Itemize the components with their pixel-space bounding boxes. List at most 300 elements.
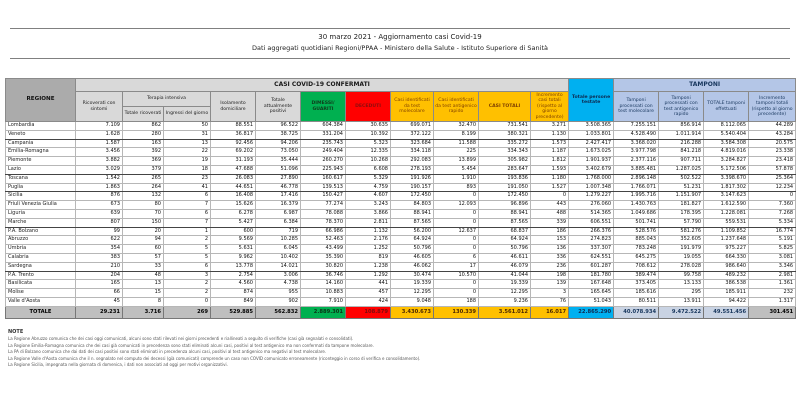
value-cell: 6 bbox=[164, 192, 211, 201]
value-cell: 3.398.670 bbox=[704, 174, 749, 183]
value-cell: 283.647 bbox=[479, 166, 531, 175]
value-cell: 2.176 bbox=[346, 236, 391, 245]
value-cell: 6 bbox=[164, 210, 211, 219]
value-cell: 96.896 bbox=[479, 201, 531, 210]
note-line: La Regione Abruzzo comunica che dei casi oggi comunicati, alcuni sono stati rilevati nei giorni precedenti e riallineati a seguito di verifiche (casi già segnalati e consolidati). bbox=[8, 335, 354, 341]
value-cell: 16.774 bbox=[749, 227, 796, 236]
value-cell: 36.817 bbox=[211, 130, 256, 139]
value-cell: 88.941 bbox=[479, 210, 531, 219]
value-cell: 1.910 bbox=[434, 174, 479, 183]
value-cell: 10.570 bbox=[434, 271, 479, 280]
note-line: La PA di Bolzano comunica che dai dati dei casi positivi sono stati eliminati in precedenza alcuni casi, positivi al test antigenico ma negativi al test molecolare. bbox=[8, 349, 327, 355]
value-cell: 1.587 bbox=[76, 139, 123, 148]
table-footer bbox=[6, 306, 796, 318]
value-cell: 210 bbox=[76, 262, 123, 271]
region-name: Molise bbox=[6, 289, 76, 298]
value-cell: 3.368.020 bbox=[614, 139, 659, 148]
value-cell: 514.365 bbox=[569, 210, 614, 219]
value-cell: 383 bbox=[76, 253, 123, 262]
value-cell: 36.746 bbox=[301, 271, 346, 280]
value-cell: 57 bbox=[123, 253, 164, 262]
value-cell: 80.511 bbox=[614, 297, 659, 306]
value-cell: 2.811 bbox=[346, 218, 391, 227]
value-cell: 84.803 bbox=[391, 201, 434, 210]
value-cell: 1.812 bbox=[531, 157, 569, 166]
table-row bbox=[6, 236, 796, 245]
value-cell: 5.454 bbox=[434, 166, 479, 175]
value-cell: 160.617 bbox=[301, 174, 346, 183]
value-cell: 17.416 bbox=[256, 192, 301, 201]
value-cell: 1.542 bbox=[76, 174, 123, 183]
value-cell: 2.754 bbox=[211, 271, 256, 280]
value-cell: 56.200 bbox=[391, 227, 434, 236]
region-name: Liguria bbox=[6, 210, 76, 219]
value-cell: 46.611 bbox=[479, 253, 531, 262]
value-cell: 372.122 bbox=[391, 130, 434, 139]
value-cell: 1.817.302 bbox=[704, 183, 749, 192]
value-cell: 386.538 bbox=[704, 280, 749, 289]
col-header-terapia-intensiva: Terapia intensiva bbox=[123, 92, 211, 107]
value-cell: 198 bbox=[531, 271, 569, 280]
value-cell: 78.370 bbox=[301, 218, 346, 227]
value-cell: 8.112.065 bbox=[704, 122, 749, 131]
value-cell: 87.565 bbox=[391, 218, 434, 227]
table-row bbox=[6, 148, 796, 157]
totale-label: TOTALE bbox=[6, 306, 76, 318]
value-cell: 5.323 bbox=[346, 139, 391, 148]
value-cell: 167.648 bbox=[569, 280, 614, 289]
value-cell: 3.029 bbox=[76, 166, 123, 175]
col-header-ti-totale: Totale ricoverati bbox=[123, 107, 164, 122]
value-cell: 46.605 bbox=[391, 253, 434, 262]
value-cell: 488 bbox=[531, 210, 569, 219]
value-cell: 94 bbox=[123, 236, 164, 245]
value-cell: 986.640 bbox=[704, 262, 749, 271]
value-cell: 581.276 bbox=[659, 227, 704, 236]
value-cell: 18 bbox=[164, 166, 211, 175]
value-cell: 96.522 bbox=[256, 122, 301, 131]
value-cell: 528.576 bbox=[614, 227, 659, 236]
value-cell: 673 bbox=[76, 201, 123, 210]
value-cell: 274.823 bbox=[569, 236, 614, 245]
region-name: Emilia-Romagna bbox=[6, 148, 76, 157]
value-cell: 41.044 bbox=[479, 271, 531, 280]
table-row bbox=[6, 122, 796, 131]
value-cell: 3 bbox=[164, 271, 211, 280]
value-cell: 139.513 bbox=[301, 183, 346, 192]
region-name: Piemonte bbox=[6, 157, 76, 166]
value-cell: 0 bbox=[749, 192, 796, 201]
col-header-positivi: Totale attualmente positivi bbox=[256, 92, 301, 122]
value-cell: 501.741 bbox=[614, 218, 659, 227]
value-cell: 66 bbox=[76, 289, 123, 298]
value-cell: 178.395 bbox=[659, 210, 704, 219]
value-cell: 3.284.827 bbox=[704, 157, 749, 166]
value-cell: 9.569 bbox=[211, 236, 256, 245]
value-cell: 6 bbox=[164, 262, 211, 271]
table-row bbox=[6, 139, 796, 148]
value-cell: 4.607 bbox=[346, 192, 391, 201]
value-cell: 66.986 bbox=[301, 227, 346, 236]
value-cell: 64.924 bbox=[391, 236, 434, 245]
value-cell: 10.402 bbox=[256, 253, 301, 262]
value-cell: 44.651 bbox=[211, 183, 256, 192]
value-cell: 94.422 bbox=[704, 297, 749, 306]
value-cell: 1.673.025 bbox=[569, 148, 614, 157]
col-header-casi-antigenico: Casi identificati da test antigenico rapido bbox=[434, 92, 479, 122]
value-cell: 33 bbox=[123, 262, 164, 271]
value-cell: 50 bbox=[164, 122, 211, 131]
value-cell: 5.427 bbox=[211, 218, 256, 227]
value-cell: 64.924 bbox=[479, 236, 531, 245]
value-cell: 3.147.623 bbox=[704, 192, 749, 201]
value-cell: 1.287.025 bbox=[659, 166, 704, 175]
totale-value-cell: 2.889.301 bbox=[301, 306, 346, 318]
value-cell: 334.343 bbox=[479, 148, 531, 157]
value-cell: 1.612.590 bbox=[704, 201, 749, 210]
value-cell: 6.987 bbox=[256, 210, 301, 219]
value-cell: 3.508.365 bbox=[569, 122, 614, 131]
value-cell: 50.796 bbox=[391, 245, 434, 254]
table-row bbox=[6, 271, 796, 280]
value-cell: 6.608 bbox=[346, 166, 391, 175]
value-cell: 624.551 bbox=[569, 253, 614, 262]
value-cell: 92.456 bbox=[211, 139, 256, 148]
region-name: Toscana bbox=[6, 174, 76, 183]
value-cell: 0 bbox=[434, 192, 479, 201]
value-cell: 19.339 bbox=[479, 280, 531, 289]
value-cell: 379 bbox=[123, 166, 164, 175]
value-cell: 30.474 bbox=[391, 271, 434, 280]
value-cell: 907.711 bbox=[659, 157, 704, 166]
col-header-casi-totali: CASI TOTALI bbox=[479, 92, 531, 122]
value-cell: 8.199 bbox=[434, 130, 479, 139]
value-cell: 639 bbox=[76, 210, 123, 219]
col-header-tamponi-molecolare: Tamponi processati con test molecolare bbox=[614, 92, 659, 122]
value-cell: 188 bbox=[434, 297, 479, 306]
value-cell: 38.725 bbox=[256, 130, 301, 139]
value-cell: 193.836 bbox=[479, 174, 531, 183]
value-cell: 2.377.116 bbox=[614, 157, 659, 166]
value-cell: 12.335 bbox=[346, 148, 391, 157]
covid-data-table bbox=[5, 78, 796, 319]
value-cell: 232 bbox=[749, 289, 796, 298]
group-header-tamponi: TAMPONI bbox=[614, 79, 796, 92]
value-cell: 876 bbox=[76, 192, 123, 201]
value-cell: 955 bbox=[256, 289, 301, 298]
value-cell: 35.444 bbox=[256, 157, 301, 166]
value-cell: 1.593 bbox=[531, 166, 569, 175]
value-cell: 0 bbox=[434, 236, 479, 245]
value-cell: 7.360 bbox=[749, 201, 796, 210]
value-cell: 2.427.417 bbox=[569, 139, 614, 148]
region-name: Sardegna bbox=[6, 262, 76, 271]
value-cell: 1.430.763 bbox=[614, 201, 659, 210]
value-cell: 0 bbox=[434, 218, 479, 227]
value-cell: 235.743 bbox=[301, 139, 346, 148]
value-cell: 13.899 bbox=[434, 157, 479, 166]
value-cell: 44.289 bbox=[749, 122, 796, 131]
value-cell: 191.050 bbox=[479, 183, 531, 192]
value-cell: 10.268 bbox=[346, 157, 391, 166]
value-cell: 236 bbox=[531, 262, 569, 271]
value-cell: 7.109 bbox=[76, 122, 123, 131]
region-name: Calabria bbox=[6, 253, 76, 262]
value-cell: 88.551 bbox=[211, 122, 256, 131]
value-cell: 276.060 bbox=[569, 201, 614, 210]
col-header-tamponi-antigenico: Tamponi processati con test antigenico rapido bbox=[659, 92, 704, 122]
notes-lines bbox=[8, 336, 794, 368]
value-cell: 305.982 bbox=[479, 157, 531, 166]
value-cell: 0 bbox=[531, 192, 569, 201]
value-cell: 5 bbox=[164, 253, 211, 262]
value-cell: 1.011.914 bbox=[659, 130, 704, 139]
value-cell: 17 bbox=[434, 262, 479, 271]
value-cell: 99.758 bbox=[659, 271, 704, 280]
table-body bbox=[6, 122, 796, 307]
value-cell: 337.307 bbox=[569, 245, 614, 254]
value-cell: 51.096 bbox=[256, 166, 301, 175]
table-row bbox=[6, 227, 796, 236]
region-name: Puglia bbox=[6, 183, 76, 192]
value-cell: 15 bbox=[123, 289, 164, 298]
value-cell: 601.287 bbox=[569, 262, 614, 271]
value-cell: 7.268 bbox=[749, 210, 796, 219]
value-cell: 6 bbox=[434, 253, 479, 262]
value-cell: 52.463 bbox=[301, 236, 346, 245]
value-cell: 559.531 bbox=[704, 218, 749, 227]
value-cell: 172.450 bbox=[391, 192, 434, 201]
value-cell: 849 bbox=[211, 297, 256, 306]
value-cell: 292.083 bbox=[391, 157, 434, 166]
value-cell: 216.288 bbox=[659, 139, 704, 148]
value-cell: 3.346 bbox=[749, 262, 796, 271]
value-cell: 46.778 bbox=[256, 183, 301, 192]
value-cell: 4.759 bbox=[346, 183, 391, 192]
value-cell: 225 bbox=[434, 148, 479, 157]
value-cell: 78.088 bbox=[301, 210, 346, 219]
value-cell: 16.379 bbox=[256, 201, 301, 210]
value-cell: 389.474 bbox=[614, 271, 659, 280]
value-cell: 12.295 bbox=[479, 289, 531, 298]
value-cell: 380.321 bbox=[479, 130, 531, 139]
title-box bbox=[10, 28, 790, 59]
value-cell: 3.271 bbox=[531, 122, 569, 131]
col-header-isolamento: Isolamento domiciliare bbox=[211, 92, 256, 122]
value-cell: 1.228.081 bbox=[704, 210, 749, 219]
value-cell: 23 bbox=[164, 174, 211, 183]
value-cell: 7 bbox=[164, 218, 211, 227]
value-cell: 2 bbox=[164, 236, 211, 245]
value-cell: 15.626 bbox=[211, 201, 256, 210]
value-cell: 191.979 bbox=[659, 245, 704, 254]
col-header-ti-ingressi: Ingressi del giorno bbox=[164, 107, 211, 122]
region-name: Basilicata bbox=[6, 280, 76, 289]
table-row bbox=[6, 262, 796, 271]
value-cell: 4.528.490 bbox=[614, 130, 659, 139]
value-cell: 6.384 bbox=[256, 218, 301, 227]
value-cell: 5.540.404 bbox=[704, 130, 749, 139]
table-row bbox=[6, 218, 796, 227]
col-header-persone-testate: Totale persone testate bbox=[569, 79, 614, 122]
value-cell: 12.295 bbox=[391, 289, 434, 298]
value-cell: 153 bbox=[531, 236, 569, 245]
value-cell: 3.456 bbox=[76, 148, 123, 157]
value-cell: 278.193 bbox=[391, 166, 434, 175]
value-cell: 43.284 bbox=[749, 130, 796, 139]
value-cell: 99 bbox=[76, 227, 123, 236]
value-cell: 87.565 bbox=[479, 218, 531, 227]
value-cell: 163 bbox=[123, 139, 164, 148]
table-row bbox=[6, 166, 796, 175]
value-cell: 373.405 bbox=[614, 280, 659, 289]
value-cell: 335.272 bbox=[479, 139, 531, 148]
value-cell: 1.109.852 bbox=[704, 227, 749, 236]
value-cell: 14.160 bbox=[301, 280, 346, 289]
value-cell: 1.007.348 bbox=[569, 183, 614, 192]
totale-row bbox=[6, 306, 796, 318]
value-cell: 23.418 bbox=[749, 157, 796, 166]
value-cell: 35.390 bbox=[301, 253, 346, 262]
value-cell: 2.981 bbox=[749, 271, 796, 280]
value-cell: 893 bbox=[434, 183, 479, 192]
value-cell: 4.560 bbox=[211, 280, 256, 289]
value-cell: 502.522 bbox=[659, 174, 704, 183]
value-cell: 856.914 bbox=[659, 122, 704, 131]
value-cell: 265 bbox=[123, 174, 164, 183]
value-cell: 181.827 bbox=[659, 201, 704, 210]
value-cell: 13 bbox=[164, 139, 211, 148]
value-cell: 225.943 bbox=[301, 166, 346, 175]
value-cell: 32.470 bbox=[434, 122, 479, 131]
value-cell: 1.292 bbox=[346, 271, 391, 280]
value-cell: 295 bbox=[659, 289, 704, 298]
region-name: Friuli Venezia Giulia bbox=[6, 201, 76, 210]
value-cell: 1.180 bbox=[531, 174, 569, 183]
table-row bbox=[6, 130, 796, 139]
value-cell: 186 bbox=[531, 227, 569, 236]
value-cell: 3 bbox=[531, 289, 569, 298]
col-header-guariti: DIMESSI/ GUARITI bbox=[301, 92, 346, 122]
table-row bbox=[6, 289, 796, 298]
value-cell: 80 bbox=[123, 201, 164, 210]
region-name: P.A. Trento bbox=[6, 271, 76, 280]
value-cell: 975.227 bbox=[704, 245, 749, 254]
value-cell: 392 bbox=[123, 148, 164, 157]
value-cell: 3.243 bbox=[346, 201, 391, 210]
value-cell: 46.062 bbox=[391, 262, 434, 271]
note-line: La Regione Emilia-Romagna comunica che dei casi già comunicati in precedenza sono stati eliminati alcuni casi, positivi al test antigenico ma non confermati da tampone molecolare. bbox=[8, 342, 374, 348]
value-cell: 48 bbox=[123, 271, 164, 280]
value-cell: 43.499 bbox=[301, 245, 346, 254]
value-cell: 50.796 bbox=[479, 245, 531, 254]
totale-value-cell: 3.430.673 bbox=[391, 306, 434, 318]
value-cell: 31.193 bbox=[211, 157, 256, 166]
totale-value-cell: 9.472.522 bbox=[659, 306, 704, 318]
value-cell: 0 bbox=[434, 245, 479, 254]
value-cell: 13.133 bbox=[659, 280, 704, 289]
value-cell: 3.977.798 bbox=[614, 148, 659, 157]
region-name: Campania bbox=[6, 139, 76, 148]
value-cell: 278.028 bbox=[659, 262, 704, 271]
value-cell: 185.616 bbox=[614, 289, 659, 298]
value-cell: 731.541 bbox=[479, 122, 531, 131]
table-header bbox=[6, 79, 796, 122]
group-header-casi-confermati: CASI COVID-19 CONFERMATI bbox=[76, 79, 569, 92]
value-cell: 862 bbox=[123, 122, 164, 131]
notes-section bbox=[8, 329, 794, 368]
value-cell: 30.635 bbox=[346, 122, 391, 131]
note-line: La Regione Sicilia, impegnata nella giornata di domenica, i dati non associati ad oggi per motivi organizzativi. bbox=[8, 362, 228, 368]
totale-value-cell: 269 bbox=[164, 306, 211, 318]
value-cell: 9.048 bbox=[391, 297, 434, 306]
region-name: Umbria bbox=[6, 245, 76, 254]
value-cell: 88.941 bbox=[391, 210, 434, 219]
value-cell: 489.232 bbox=[704, 271, 749, 280]
value-cell: 70 bbox=[123, 210, 164, 219]
value-cell: 807 bbox=[76, 218, 123, 227]
value-cell: 57.790 bbox=[659, 218, 704, 227]
value-cell: 25.364 bbox=[749, 174, 796, 183]
totale-value-cell: 108.879 bbox=[346, 306, 391, 318]
value-cell: 1.130 bbox=[531, 130, 569, 139]
value-cell: 3.006 bbox=[256, 271, 301, 280]
value-cell: 249.404 bbox=[301, 148, 346, 157]
region-name: Valle d'Aosta bbox=[6, 297, 76, 306]
value-cell: 139 bbox=[531, 280, 569, 289]
value-cell: 266.376 bbox=[569, 227, 614, 236]
value-cell: 12.234 bbox=[749, 183, 796, 192]
value-cell: 4.738 bbox=[256, 280, 301, 289]
value-cell: 31 bbox=[164, 130, 211, 139]
totale-value-cell: 3.716 bbox=[123, 306, 164, 318]
value-cell: 1.573 bbox=[531, 139, 569, 148]
value-cell: 2 bbox=[164, 280, 211, 289]
col-header-ricoverati: Ricoverati con sintomi bbox=[76, 92, 123, 122]
value-cell: 5.172.506 bbox=[704, 166, 749, 175]
col-header-tamponi-totale: TOTALE tamponi effettuati bbox=[704, 92, 749, 122]
value-cell: 150.427 bbox=[301, 192, 346, 201]
value-cell: 902 bbox=[256, 297, 301, 306]
value-cell: 4.819.016 bbox=[704, 148, 749, 157]
value-cell: 699.071 bbox=[391, 122, 434, 131]
value-cell: 3.081 bbox=[749, 253, 796, 262]
value-cell: 20.575 bbox=[749, 139, 796, 148]
value-cell: 819 bbox=[346, 253, 391, 262]
totale-value-cell: 49.551.456 bbox=[704, 306, 749, 318]
table-row bbox=[6, 210, 796, 219]
value-cell: 77.274 bbox=[301, 201, 346, 210]
region-name: Marche bbox=[6, 218, 76, 227]
value-cell: 1.863 bbox=[76, 183, 123, 192]
value-cell: 1.995.716 bbox=[614, 192, 659, 201]
note-line: La Regione Valle d'Aosta comunica che il n. segnalato nel computo dei decessi (già comunicati) comprende un caso non COVID comunicato erroneamente (riconteggio in corso di verifica e consolidamento). bbox=[8, 355, 421, 361]
value-cell: 191.926 bbox=[391, 174, 434, 183]
value-cell: 16.408 bbox=[211, 192, 256, 201]
value-cell: 1.238 bbox=[346, 262, 391, 271]
value-cell: 204 bbox=[76, 271, 123, 280]
value-cell: 841.218 bbox=[659, 148, 704, 157]
value-cell: 20 bbox=[123, 227, 164, 236]
value-cell: 60 bbox=[123, 245, 164, 254]
totale-value-cell: 40.078.934 bbox=[614, 306, 659, 318]
value-cell: 13 bbox=[123, 280, 164, 289]
value-cell: 336 bbox=[531, 253, 569, 262]
table-row bbox=[6, 183, 796, 192]
value-cell: 622 bbox=[76, 236, 123, 245]
value-cell: 352.605 bbox=[659, 236, 704, 245]
value-cell: 1.279.227 bbox=[569, 192, 614, 201]
